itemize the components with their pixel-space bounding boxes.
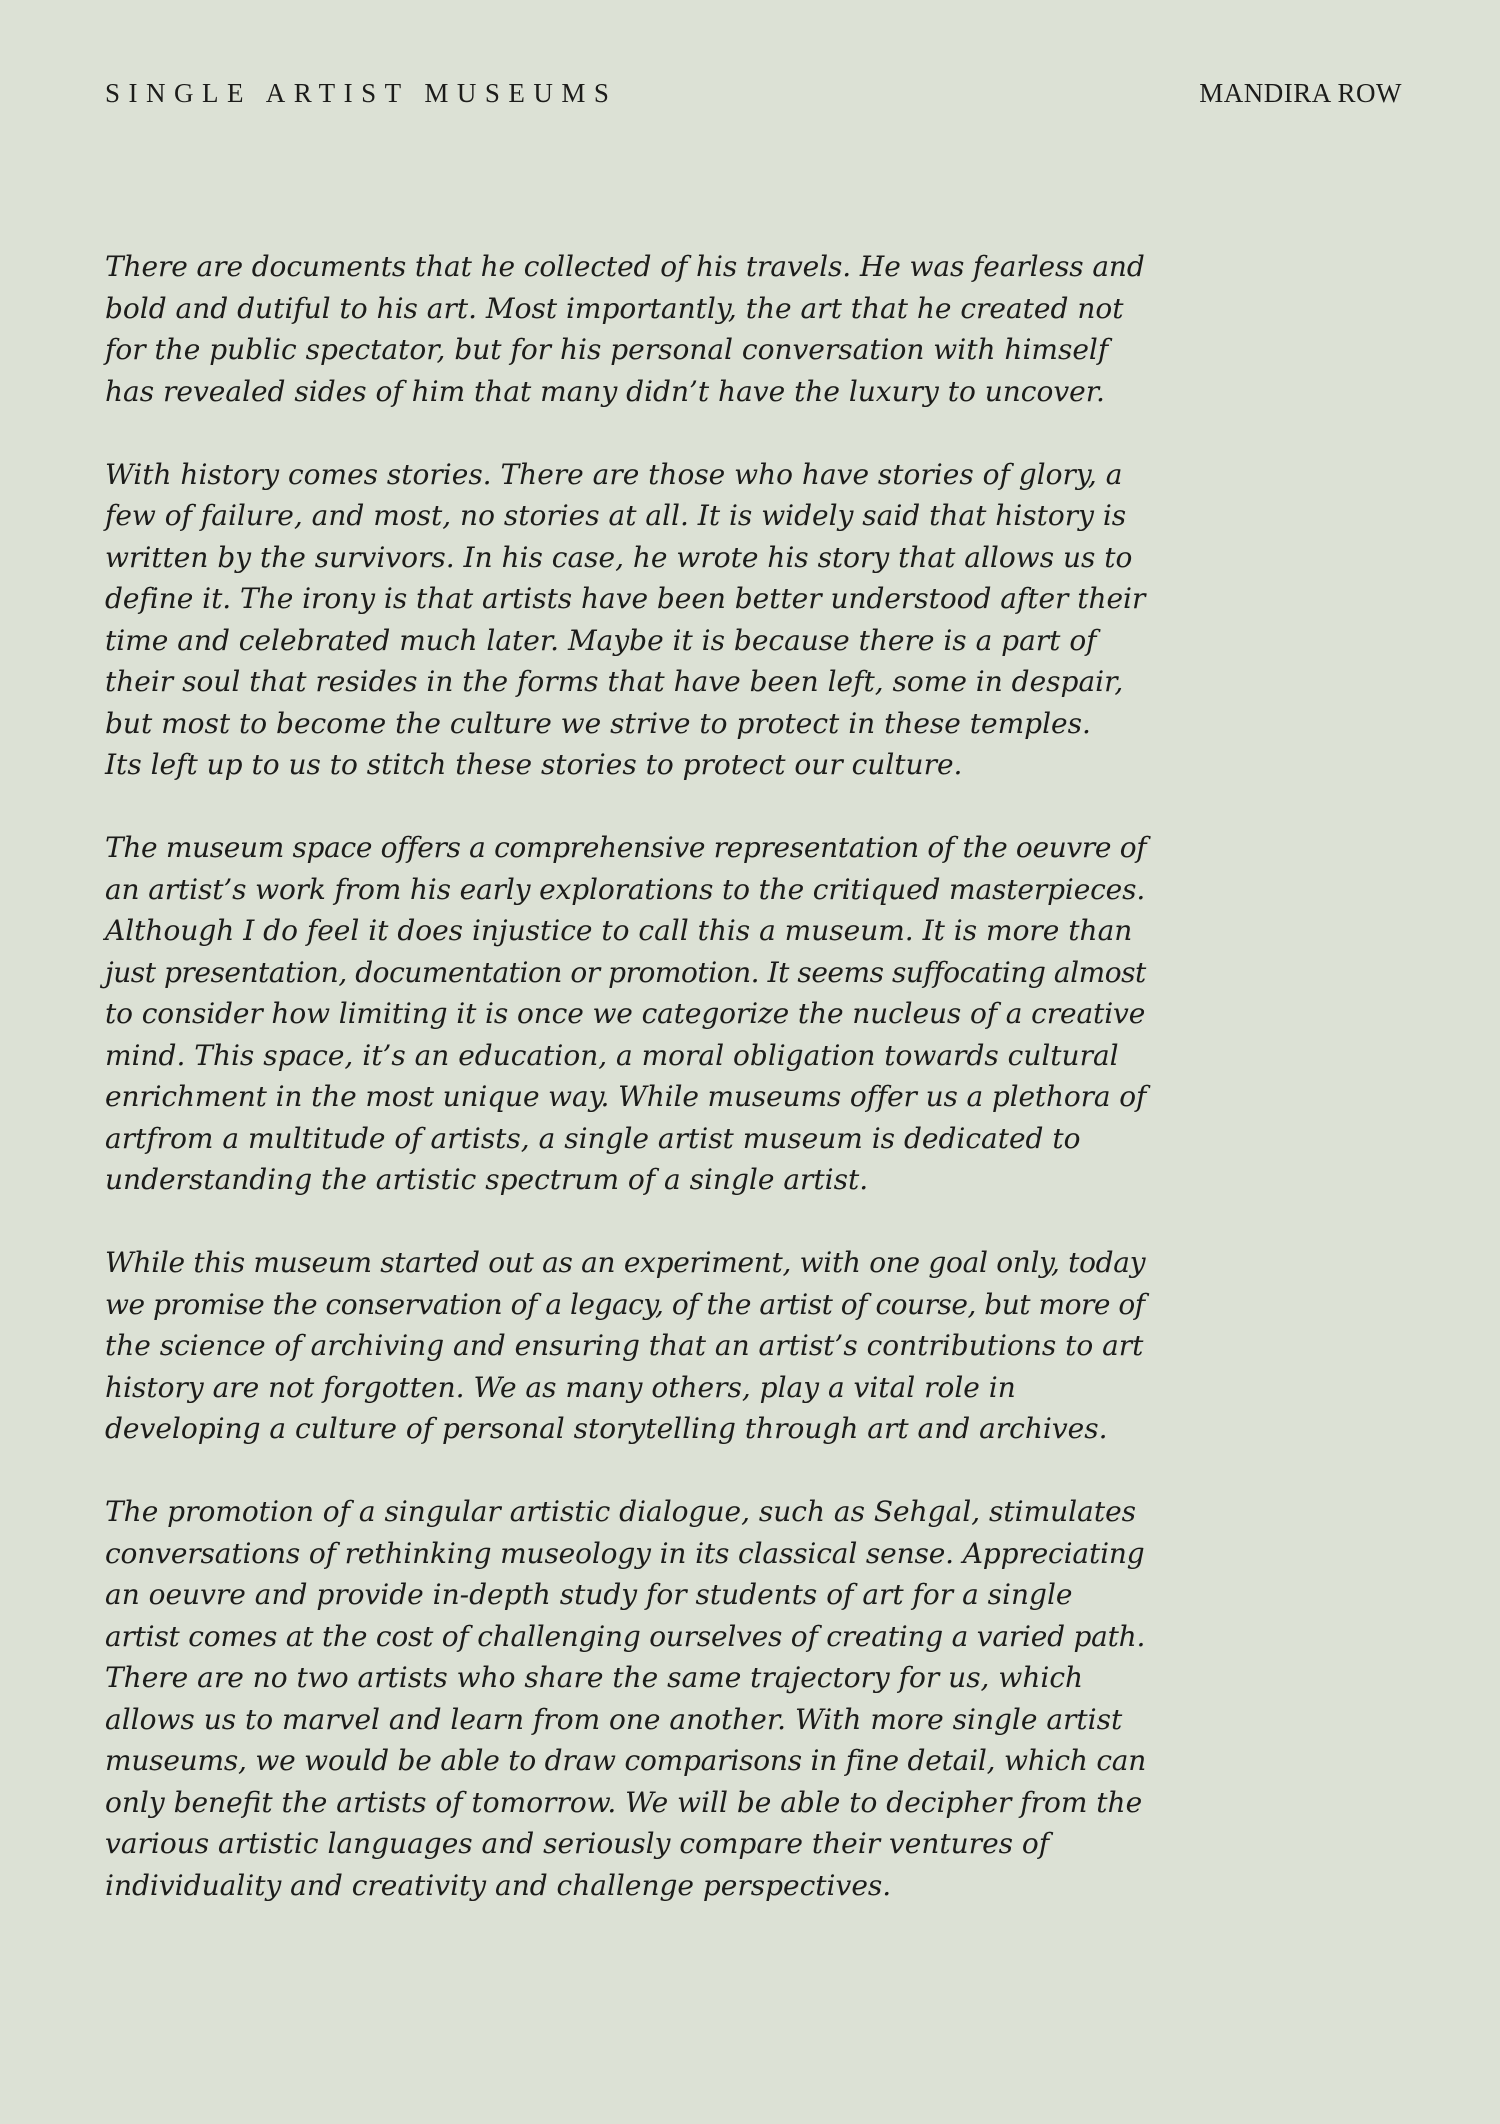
text-line: just presentation, documentation or promotion. It seems suffocating almost xyxy=(105,955,1146,989)
text-line: history are not forgotten. We as many others, play a vital role in xyxy=(105,1370,1016,1404)
text-line: time and celebrated much later. Maybe it is because there is a part of xyxy=(105,623,1097,657)
text-line: an oeuvre and provide in-depth study for students of art for a single xyxy=(105,1578,1073,1611)
text-line: we promise the conservation of a legacy, of the artist of course, but more of xyxy=(105,1287,1145,1321)
text-line: There are documents that he collected of his travels. He was fearless and xyxy=(105,250,1145,283)
paragraph xyxy=(105,827,1145,1201)
text-line: artfrom a multitude of artists, a single artist museum is dedicated to xyxy=(105,1121,1081,1155)
paragraph xyxy=(105,1491,1145,1906)
text-line: to consider how limiting it is once we categorize the nucleus of a creative xyxy=(105,997,1146,1030)
text-line: Although I do feel it does injustice to call this a museum. It is more than xyxy=(105,914,1133,947)
text-line: bold and dutiful to his art. Most importantly, the art that he created not xyxy=(105,291,1124,325)
text-line: With history comes stories. There are those who have stories of glory, a xyxy=(105,457,1123,491)
text-line: has revealed sides of him that many didn’t have the luxury to uncover. xyxy=(105,374,1105,408)
text-line: but most to become the culture we strive to protect in these temples. xyxy=(105,706,1091,740)
text-line: conversations of rethinking museology in its classical sense. Appreciating xyxy=(105,1536,1145,1570)
text-line: artist comes at the cost of challenging ourselves of creating a varied path. xyxy=(105,1619,1146,1653)
text-line: their soul that resides in the forms that have been left, some in despair, xyxy=(105,665,1124,698)
text-line: Its left up to us to stitch these stories to protect our culture. xyxy=(105,748,963,781)
paragraph xyxy=(105,1242,1145,1450)
text-line: There are no two artists who share the same trajectory for us, which xyxy=(105,1661,1084,1694)
paragraph xyxy=(105,246,1145,412)
text-line: written by the survivors. In his case, he wrote his story that allows us to xyxy=(105,540,1133,574)
text-line: understanding the artistic spectrum of a single artist. xyxy=(105,1163,869,1196)
author-name: MANDIRA ROW xyxy=(1199,78,1402,108)
text-line: for the public spectator, but for his personal conversation with himself xyxy=(105,333,1109,366)
text-line: allows us to marvel and learn from one another. With more single artist xyxy=(105,1702,1123,1736)
text-line: mind. This space, it’s an education, a moral obligation towards cultural xyxy=(105,1038,1119,1072)
text-line: enrichment in the most unique way. While museums offer us a plethora of xyxy=(105,1080,1147,1113)
text-line: The museum space offers a comprehensive representation of the oeuvre of xyxy=(105,831,1147,864)
text-line: define it. The irony is that artists have been better understood after their xyxy=(105,582,1146,615)
text-line: only benefit the artists of tomorrow. We will be able to decipher from the xyxy=(105,1785,1143,1819)
text-line: few of failure, and most, no stories at all. It is widely said that history is xyxy=(105,499,1127,532)
text-line: While this museum started out as an experiment, with one goal only, today xyxy=(105,1246,1146,1279)
text-line: an artist’s work from his early explorations to the critiqued masterpieces. xyxy=(105,872,1146,906)
text-line: The promotion of a singular artistic dialogue, such as Sehgal, stimulates xyxy=(105,1495,1137,1528)
text-line: individuality and creativity and challenge perspectives. xyxy=(105,1868,892,1902)
text-line: museums, we would be able to draw comparisons in fine detail, which can xyxy=(105,1744,1147,1777)
document-title: SINGLE ARTIST MUSEUMS xyxy=(105,78,618,108)
paragraph xyxy=(105,454,1145,786)
text-line: developing a culture of personal storytelling through art and archives. xyxy=(105,1412,1108,1445)
text-line: the science of archiving and ensuring that an artist’s contributions to art xyxy=(105,1329,1144,1362)
body-text xyxy=(105,246,1145,1948)
text-line: various artistic languages and seriously compare their ventures of xyxy=(105,1827,1050,1860)
